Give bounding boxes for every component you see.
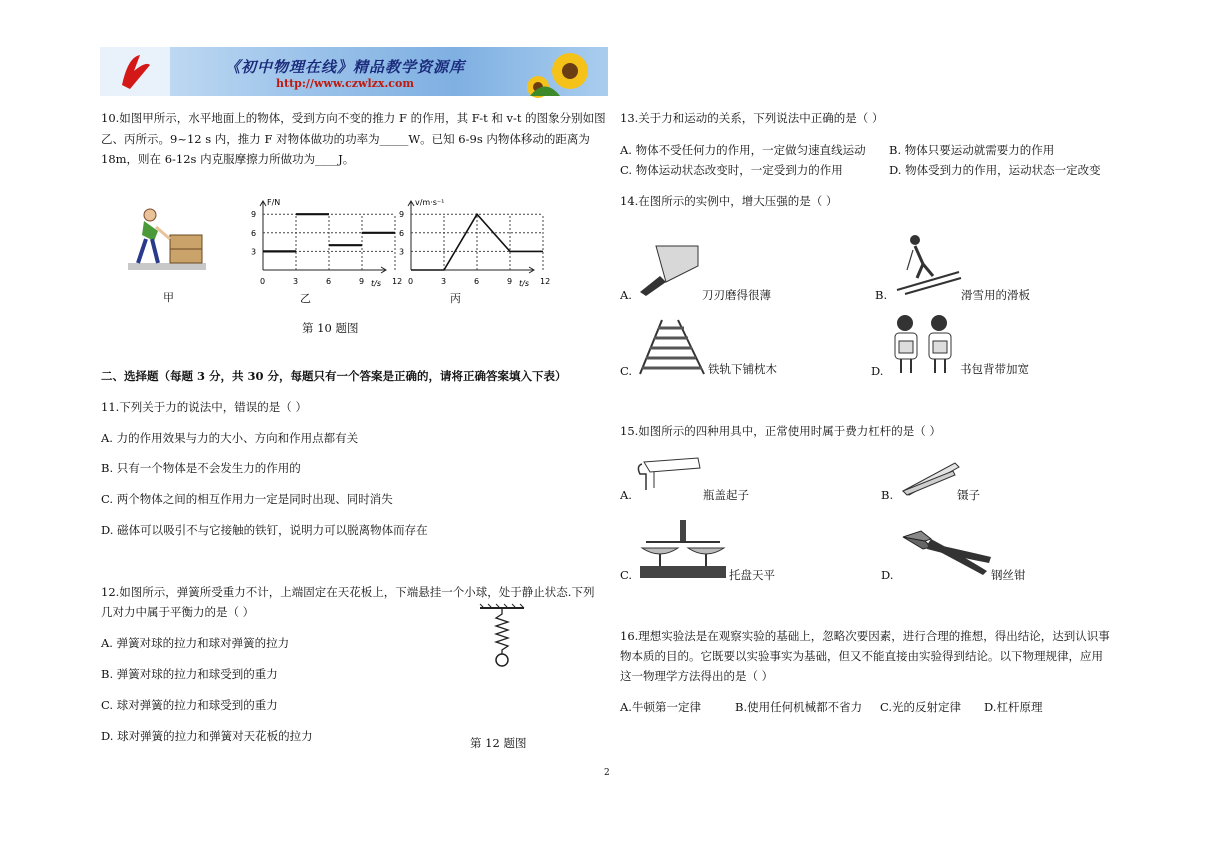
q15-stem: 15.如图所示的四种用具中，正常使用时属于费力杠杆的是（ ） — [620, 424, 941, 438]
q14-letter-d: D. — [871, 364, 884, 378]
q12-option-b: B. 弹簧对球的拉力和球受到的重力 — [101, 667, 278, 681]
figure-label-bing: 丙 — [450, 292, 461, 305]
ft-ytick-3: 3 — [251, 247, 257, 257]
q14-stem: 14.在图所示的实例中，增大压强的是（ ） — [620, 194, 838, 208]
vt-ylabel: v/m·s⁻¹ — [415, 198, 445, 207]
ft-graph — [245, 196, 403, 292]
page-number: 2 — [604, 768, 610, 778]
q15-letter-d: D. — [881, 568, 894, 582]
vt-graph — [393, 196, 551, 292]
q15-caption-b: 镊子 — [957, 488, 980, 502]
balance-scale-image — [636, 516, 730, 582]
q15-letter-c: C. — [620, 568, 633, 582]
banner-url: http://www.czwlzx.com — [276, 77, 414, 90]
cleaver-knife-image — [636, 242, 702, 298]
ft-ylabel: F/N — [267, 198, 281, 207]
ft-xtick-6: 6 — [326, 277, 332, 286]
ft-xtick-3: 3 — [293, 277, 299, 286]
q16-option-b: B.使用任何机械都不省力 — [735, 700, 863, 714]
q14-letter-c: C. — [620, 364, 633, 378]
vt-ytick-9: 9 — [399, 210, 405, 220]
q14-letter-b: B. — [875, 288, 888, 302]
q16-option-c: C.光的反射定律 — [880, 700, 962, 714]
q15-caption-a: 瓶盖起子 — [703, 488, 749, 502]
vt-xtick-3: 3 — [441, 277, 447, 286]
figure-label-yi: 乙 — [300, 292, 311, 305]
ft-xtick-0: 0 — [260, 277, 266, 286]
q13-option-a: A. 物体不受任何力的作用，一定做匀速直线运动 — [620, 143, 866, 157]
q16-text-line-3: 这一物理学方法得出的是（ ） — [620, 669, 774, 683]
q11-stem: 11.下列关于力的说法中，错误的是（ ） — [101, 400, 307, 414]
spring-ball-figure — [478, 604, 528, 670]
q12-figure-caption: 第 12 题图 — [470, 736, 527, 750]
ft-ytick-6: 6 — [251, 228, 257, 238]
q11-option-d: D. 磁体可以吸引不与它接触的铁钉，说明力可以脱离物体而存在 — [101, 523, 428, 537]
vt-xtick-9: 9 — [507, 277, 513, 286]
q16-option-d: D.杠杆原理 — [984, 700, 1043, 714]
railroad-track-image — [636, 318, 708, 376]
q11-option-c: C. 两个物体之间的相互作用力一定是同时出现、同时消失 — [101, 492, 393, 506]
q13-stem: 13.关于力和运动的关系，下列说法中正确的是（ ） — [620, 111, 884, 125]
vt-xtick-12: 12 — [540, 277, 551, 286]
ft-xtick-12: 12 — [392, 277, 403, 286]
pushing-box-illustration — [128, 205, 208, 273]
q10-figure-caption: 第 10 题图 — [302, 321, 359, 335]
q10-text-line-1: 10.如图甲所示，水平地面上的物体，受到方向不变的推力 F 的作用，其 F-t 和 v-t 的图象分别如图 — [101, 111, 606, 125]
ft-xlabel: t/s — [371, 279, 381, 288]
q10-text-line-2: 乙、丙所示。9~12 s 内，推力 F 对物体做功的功率为_____W。已知 6-9s 内物体移动的距离为 — [101, 132, 590, 146]
q15-caption-c: 托盘天平 — [729, 568, 775, 582]
q12-stem-line-2: 几对力中属于平衡力的是（ ） — [101, 605, 255, 619]
q12-stem-line-1: 12.如图所示，弹簧所受重力不计，上端固定在天花板上，下端悬挂一个小球，处于静止状态.下列 — [101, 585, 595, 599]
q16-option-a: A.牛顿第一定律 — [620, 700, 701, 714]
q16-text-line-2: 物本质的目的。它既要以实验事实为基础，但又不能直接由实验得到结论。以下物理规律，应用 — [620, 649, 1103, 663]
q12-option-c: C. 球对弹簧的拉力和球受到的重力 — [101, 698, 278, 712]
bottle-opener-image — [636, 452, 704, 494]
q11-option-b: B. 只有一个物体是不会发生力的作用的 — [101, 461, 301, 475]
banner-title: 《初中物理在线》精品教学资源库 — [225, 58, 466, 76]
backpack-children-image — [887, 313, 963, 375]
q14-letter-a: A. — [620, 288, 632, 302]
q13-option-b: B. 物体只要运动就需要力的作用 — [889, 143, 1055, 157]
q15-caption-d: 钢丝钳 — [991, 568, 1026, 582]
ft-ytick-9: 9 — [251, 210, 257, 220]
q16-text-line-1: 16.理想实验法是在观察实验的基础上，忽略次要因素，进行合理的推想，得出结论，达到认识事 — [620, 629, 1110, 643]
section-heading: 二、选择题（每题 3 分，共 30 分，每题只有一个答案是正确的，请将正确答案填入下表） — [101, 369, 567, 383]
header-banner — [100, 47, 608, 96]
skier-image — [893, 232, 965, 296]
pliers-image — [901, 527, 993, 577]
q14-caption-d: 书包背带加宽 — [960, 362, 1029, 376]
vt-ytick-6: 6 — [399, 228, 405, 238]
q14-caption-c: 铁轨下铺枕木 — [708, 362, 777, 376]
vt-xtick-6: 6 — [474, 277, 480, 286]
q12-option-d: D. 球对弹簧的拉力和弹簧对天花板的拉力 — [101, 729, 313, 743]
q12-option-a: A. 弹簧对球的拉力和球对弹簧的拉力 — [101, 636, 290, 650]
ft-xtick-9: 9 — [359, 277, 365, 286]
q15-letter-b: B. — [881, 488, 894, 502]
vt-xlabel: t/s — [519, 279, 529, 288]
q11-option-a: A. 力的作用效果与力的大小、方向和作用点都有关 — [101, 431, 359, 445]
q10-text-line-3: 18m，则在 6-12s 内克服摩擦力所做功为____J。 — [101, 152, 355, 166]
q14-caption-b: 滑雪用的滑板 — [961, 288, 1030, 302]
q14-caption-a: 刀刃磨得很薄 — [702, 288, 771, 302]
q15-letter-a: A. — [620, 488, 632, 502]
q13-option-c: C. 物体运动状态改变时，一定受到力的作用 — [620, 163, 843, 177]
vt-ytick-3: 3 — [399, 247, 405, 257]
tweezers-image — [899, 457, 961, 501]
vt-xtick-0: 0 — [408, 277, 414, 286]
figure-label-jia: 甲 — [163, 291, 174, 304]
q13-option-d: D. 物体受到力的作用，运动状态一定改变 — [889, 163, 1101, 177]
